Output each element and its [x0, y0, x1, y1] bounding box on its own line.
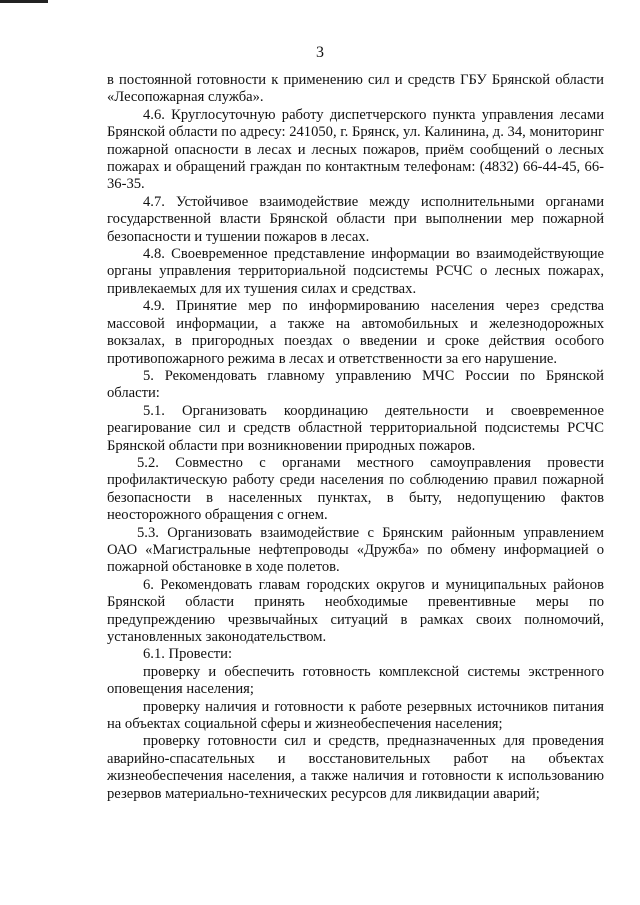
page-number: 3	[316, 44, 324, 61]
paragraph: 6.1. Провести:	[143, 646, 233, 663]
paragraph: 4.9. Принятие мер по информированию населения через средства массовой информации, а также на автомобильных и железнодорожных вокзалах, в пригородных поездах о введении и сроке действия особого противопожарного режима в лесах и ответственности за его нарушение.	[107, 298, 604, 367]
paragraph: проверку и обеспечить готовность комплексной системы экстренного оповещения населения;	[107, 663, 604, 698]
paragraph: 5.2. Совместно с органами местного самоуправления провести профилактическую работу среди населения по соблюдению правил пожарной безопасности в населенных пунктах, в быту, недопущению фактов неосторожного обращения с огнем.	[107, 454, 604, 524]
paragraph: в постоянной готовности к применению сил и средств ГБУ Брянской области «Лесопожарная служба».	[107, 72, 604, 106]
paragraph: 5.3. Организовать взаимодействие с Брянским районным управлением ОАО «Магистральные нефтепроводы «Дружба» по обмену информацией о пожарной обстановке в ходе полетов.	[107, 524, 604, 576]
paragraph: 5. Рекомендовать главному управлению МЧС России по Брянской области:	[107, 367, 604, 402]
paragraph: 4.6. Круглосуточную работу диспетчерского пункта управления лесами Брянской области по адресу: 241050, г. Брянск, ул. Калинина, д. 34, мониторинг пожарной опасности в лесах и лесных пожаров, приём сообщений о лесных пожарах и обращений граждан по контактным телефонам: (4832) 66-44-45, 66-36-35.	[107, 106, 604, 193]
paragraph: 4.8. Своевременное представление информации во взаимодействующие органы управления территориальной подсистемы РСЧС о лесных пожарах, привлекаемых для их тушения силах и средствах.	[107, 246, 604, 297]
top-rule	[0, 0, 48, 3]
paragraph: 6. Рекомендовать главам городских округов и муниципальных районов Брянской области принять необходимые превентивные меры по предупреждению чрезвычайных ситуаций в рамках своих полномочий, установленных законодательством.	[107, 576, 604, 645]
document-body	[107, 72, 604, 803]
paragraph: проверку наличия и готовности к работе резервных источников питания на объектах социальной сферы и жизнеобеспечения населения;	[107, 698, 604, 733]
paragraph: 4.7. Устойчивое взаимодействие между исполнительными органами государственной власти Брянской области при выполнении мер пожарной безопасности и тушении пожаров в лесах.	[107, 193, 604, 245]
paragraph: 5.1. Организовать координацию деятельности и своевременное реагирование сил и средств областной территориальной подсистемы РСЧС Брянской области при возникновении природных пожаров.	[107, 402, 604, 454]
paragraph: проверку готовности сил и средств, предназначенных для проведения аварийно-спасательных и восстановительных работ на объектах жизнеобеспечения населения, а также наличия и готовности к использованию резервов материально-технических ресурсов для ликвидации аварий;	[107, 733, 604, 802]
